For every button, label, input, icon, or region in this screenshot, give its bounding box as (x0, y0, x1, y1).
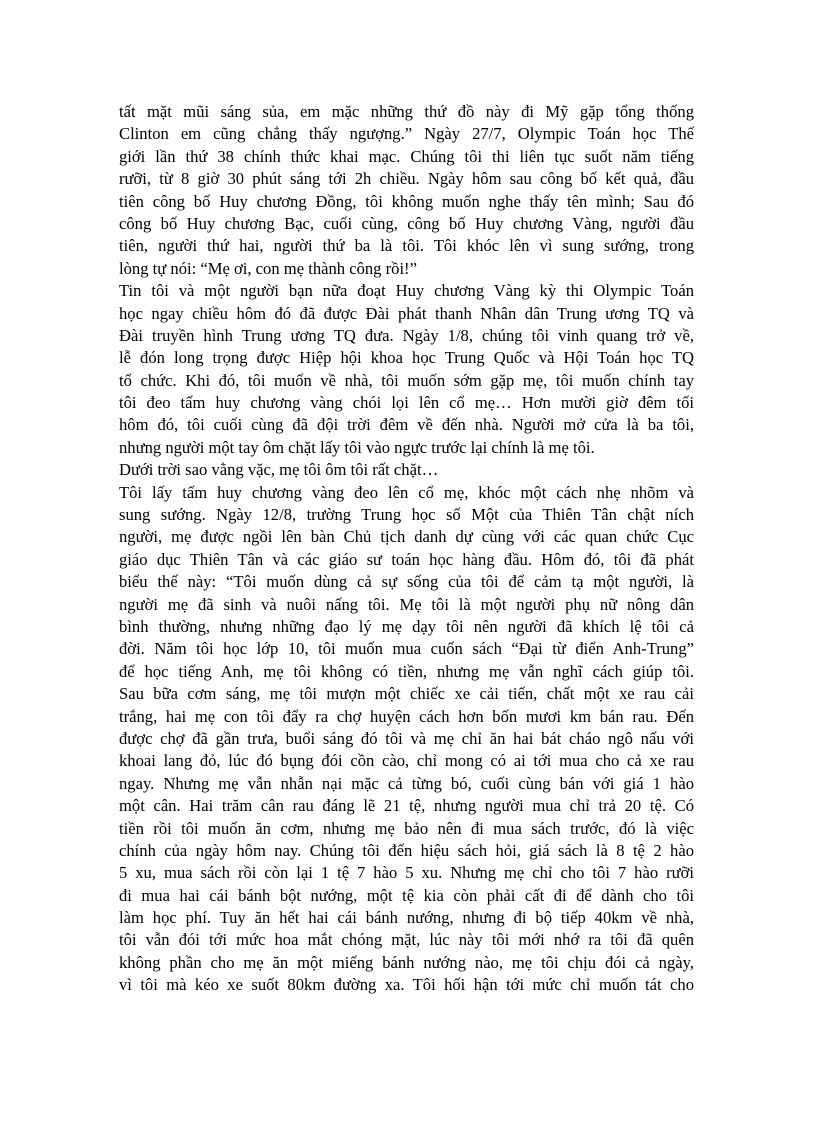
text-line: tôi đeo tấm huy chương vàng chói lọi lên cổ mẹ… Hơn mười giờ đêm tối (119, 393, 694, 413)
text-line: đi mua hai cái bánh bột nướng, một tệ kia còn phải cất đi để dành cho tôi (119, 885, 694, 905)
text-line: rưỡi, từ 8 giờ 30 phút sáng tới 2h chiều. Ngày hôm sau công bố kết quả, đầu (119, 169, 694, 189)
text-line: giới lần thứ 38 chính thức khai mạc. Chúng tôi thi liên tục suốt năm tiếng (119, 146, 694, 166)
text-line: tiền rồi tôi muốn ăn cơm, nhưng mẹ bảo nên đi mua sách trước, đó là việc (119, 818, 694, 838)
paragraph-end-line: lòng tự nói: “Mẹ ơi, con mẹ thành công rồi!” (119, 258, 417, 278)
text-line: Đài truyền hình Trung ương TQ đưa. Ngày 1/8, chúng tôi vinh quang trở về, (119, 325, 694, 345)
text-line: Clinton em cũng chẳng thấy ngượng.” Ngày 27/7, Olympic Toán học Thế (119, 124, 694, 144)
text-line: Tin tôi và một người bạn nữa đoạt Huy chương Vàng kỳ thi Olympic Toán (119, 281, 694, 301)
text-line: Sau bữa cơm sáng, mẹ tôi mượn một chiếc xe cải tiến, chất một xe rau cải (119, 684, 694, 704)
text-line: tất mặt mũi sáng sủa, em mặc những thứ đồ này đi Mỹ gặp tổng thống (119, 102, 694, 121)
text-line: biểu thế này: “Tôi muốn dùng cả sự sống của tôi để cảm tạ một người, là (119, 572, 694, 592)
text-line: người mẹ đã sinh và nuôi nấng tôi. Mẹ tôi là một người phụ nữ nông dân (119, 594, 694, 614)
text-line: chính của ngày hôm nay. Chúng tôi đến hiệu sách hỏi, giá sách là 8 tệ 2 hào (119, 840, 694, 860)
text-line: nhưng người một tay ôm chặt lấy tôi vào ngực trước lại chính là mẹ tôi. (119, 437, 595, 457)
text-line: lễ đón long trọng được Hiệp hội khoa học Trung Quốc và Hội Toán học TQ (119, 348, 694, 368)
paragraph-end-line: Dưới trời sao vằng vặc, mẹ tôi ôm tôi rất chặt… (119, 460, 439, 480)
text-line: học ngay chiều hôm đó đã được Đài phát thanh Nhân dân Trung ương TQ và (119, 303, 694, 323)
text-line: tôi vẫn đói tới mức hoa mắt chóng mặt, lúc này tôi mới nhớ ra tôi đã quên (119, 930, 694, 950)
text-line: ngay. Nhưng mẹ vẫn nhẫn nại mặc cả từng bó, cuối cùng bán với giá 1 hào (119, 773, 694, 793)
text-line: được chợ đã gần trưa, buổi sáng đó tôi và mẹ chỉ ăn hai bát cháo ngô nấu với (119, 728, 694, 748)
text-line: tiên, người thứ hai, người thứ ba là tôi. Tôi khóc lên vì sung sướng, trong (119, 236, 694, 256)
text-line: bình thường, nhưng những đạo lý mẹ dạy tôi nên người đã khích lệ tôi cả (119, 616, 694, 636)
text-line: Tôi lấy tấm huy chương vàng đeo lên cổ mẹ, khóc một cách nhẹ nhõm và (119, 482, 694, 502)
text-line: vì tôi mà kéo xe suốt 80km đường xa. Tôi hối hận tới mức chỉ muốn tát cho (119, 975, 694, 995)
text-line: làm học phí. Tuy ăn hết hai cái bánh nướng, nhưng đi bộ tiếp 40km về nhà, (119, 908, 694, 928)
text-line: tiên công bố Huy chương Đồng, tôi không muốn nghe thấy tên mình; Sau đó (119, 191, 694, 211)
text-line: hôm đó, tôi cuối cùng đã đội trời đêm về đến nhà. Người mở cửa là ba tôi, (119, 415, 694, 435)
text-line: giáo dục Thiên Tân và các giáo sư toán học hàng đầu. Hôm đó, tôi đã phát (119, 549, 694, 569)
text-line: khoai lang đỏ, lúc đó bụng đói cồn cào, chỉ mong có ai tới mua cho cả xe rau (119, 751, 694, 771)
text-line: đời. Năm tôi học lớp 10, tôi muốn mua cuốn sách “Đại từ điển Anh-Trung” (119, 639, 694, 659)
text-line: không phần cho mẹ ăn một miếng bánh nướng nào, mẹ tôi chịu đói cả ngày, (119, 952, 694, 972)
text-line: người, mẹ được ngồi lên bàn Chủ tịch danh dự cùng với các quan chức Cục (119, 527, 694, 547)
text-line: tổ chức. Khi đó, tôi muốn về nhà, tôi muốn sớm gặp mẹ, tôi muốn chính tay (119, 370, 694, 390)
text-line: một cân. Hai trăm cân rau đáng lẽ 21 tệ, nhưng người mua chỉ trả 20 tệ. Có (119, 796, 694, 816)
text-line: 5 xu, mua sách rồi còn lại 1 tệ 7 hào 5 xu. Nhưng mẹ chỉ cho tôi 7 hào rưỡi (119, 863, 694, 883)
document-page (119, 101, 694, 997)
text-line: sung sướng. Ngày 12/8, trường Trung học số Một của Thiên Tân chật ních (119, 505, 694, 525)
text-line: công bố Huy chương Bạc, cuối cùng, công bố Huy chương Vàng, người đầu (119, 213, 694, 233)
text-line: để học tiếng Anh, mẹ tôi không có tiền, nhưng mẹ vẫn nghĩ cách giúp tôi. (119, 661, 694, 681)
text-line: trắng, hai mẹ con tôi đẩy ra chợ huyện cách hơn bốn mươi km bán rau. Đến (119, 706, 694, 726)
